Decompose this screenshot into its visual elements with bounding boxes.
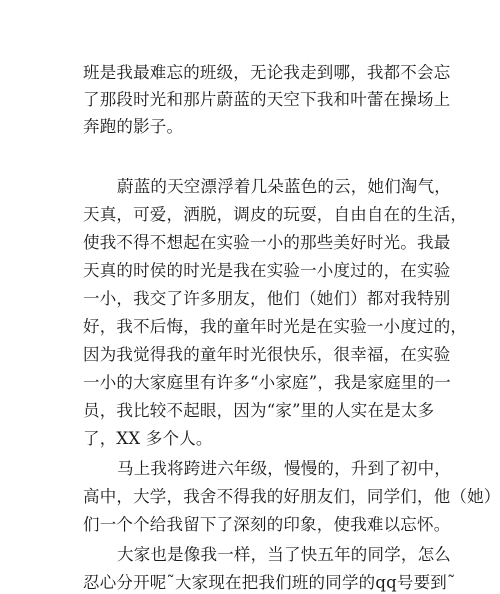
- text-line: 们一个个给我留下了深刻的印象，使我难以忘怀。: [83, 515, 451, 534]
- text-line: 一小的大家庭里有许多“小家庭”，我是家庭里的一: [83, 373, 451, 392]
- text-line: 使我不得不想起在实验一小的那些美好时光。我最: [83, 233, 451, 252]
- text-line: 好，我不后悔，我的童年时光是在实验一小度过的，: [83, 317, 468, 336]
- text-line: 奔跑的影子。: [83, 117, 184, 136]
- text-line: 一小，我交了许多朋友，他们（她们）都对我特别: [83, 289, 451, 308]
- text-line: 因为我觉得我的童年时光很快乐，很幸福，在实验: [83, 345, 451, 364]
- text-line: 了那段时光和那片蔚蓝的天空下我和叶蕾在操场上: [83, 90, 451, 109]
- text-line: 了，XX 多个人。: [83, 429, 213, 448]
- text-line: 高中，大学，我舍不得我的好朋友们，同学们，他（她）: [83, 487, 500, 506]
- text-line: 天真，可爱，洒脱，调皮的玩耍，自由自在的生活，: [83, 205, 468, 224]
- text-line: 大家也是像我一样，当了快五年的同学，怎么: [117, 545, 451, 564]
- text-line: 马上我将跨进六年级，慢慢的，升到了初中，: [117, 459, 451, 478]
- text-line: 班是我最难忘的班级，无论我走到哪，我都不会忘: [83, 63, 451, 82]
- text-line: 天真的时侯的时光是我在实验一小度过的，在实验: [83, 261, 451, 280]
- text-line: 忍心分开呢˜大家现在把我们班的同学的qq号要到˜: [83, 573, 456, 592]
- text-line: 蔚蓝的天空漂浮着几朵蓝色的云，她们淘气，: [117, 177, 451, 196]
- text-line: 员，我比较不起眼，因为“家”里的人实在是太多: [83, 401, 435, 420]
